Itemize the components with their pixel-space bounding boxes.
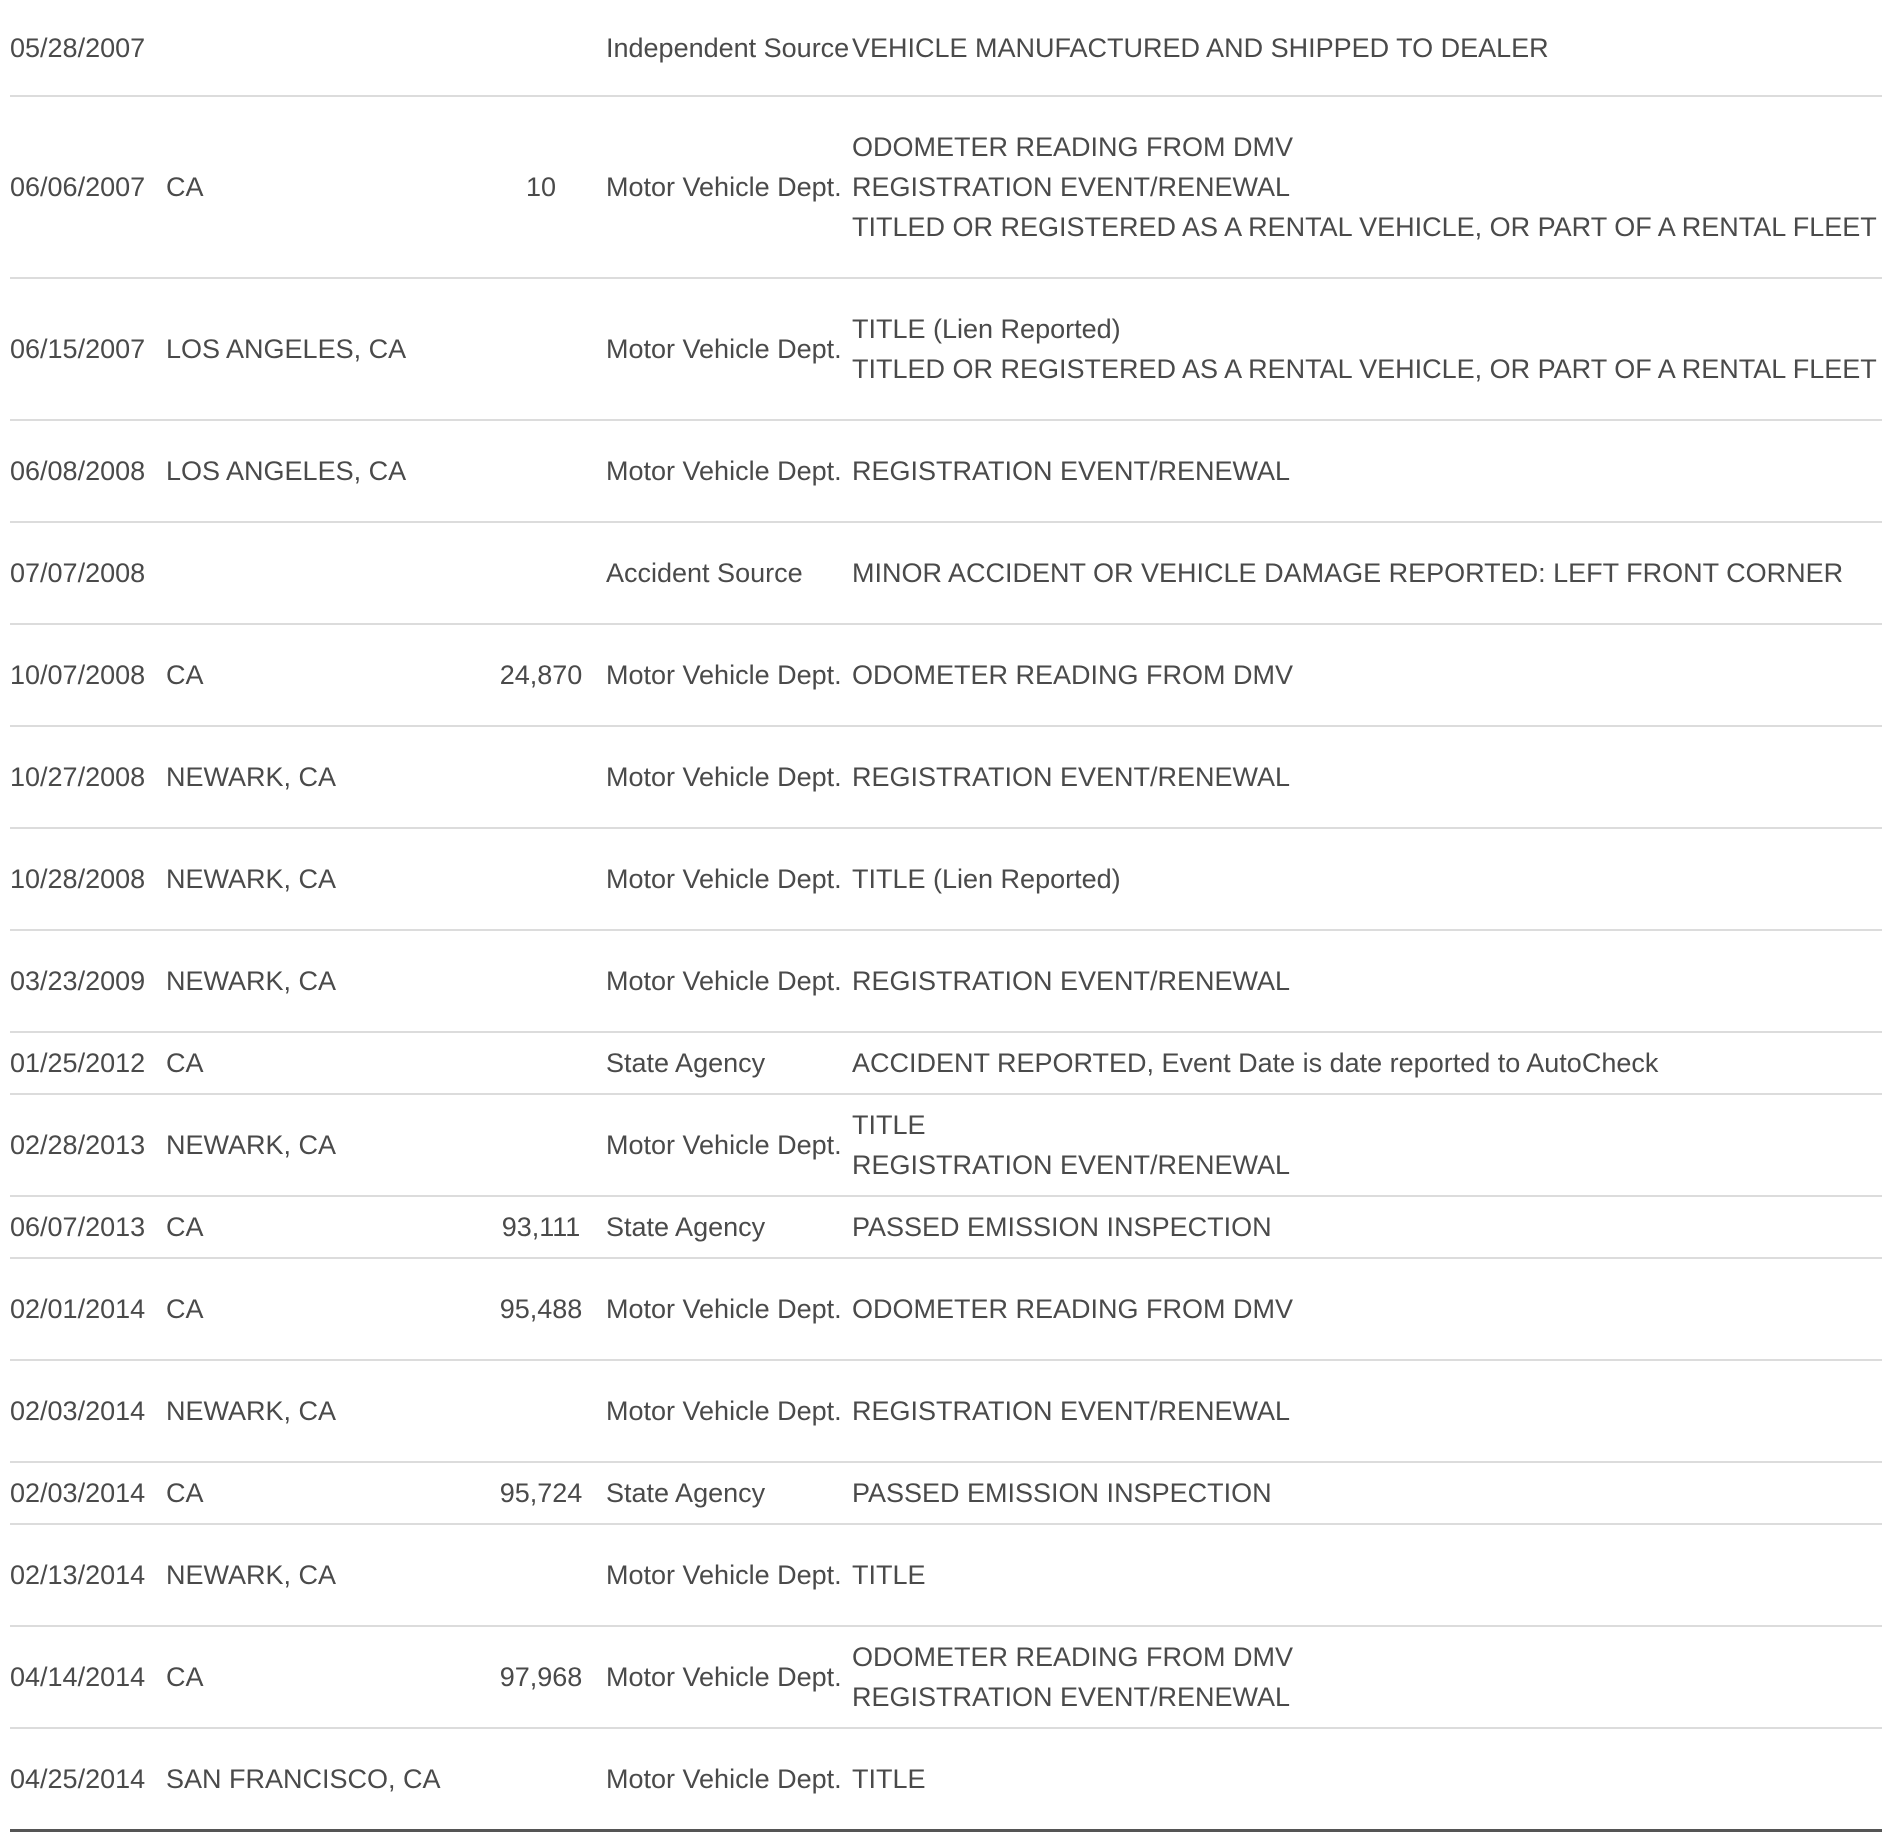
odometer-reading [476,930,606,1032]
event-location: NEWARK, CA [166,930,476,1032]
event-details [852,1728,1882,1831]
event-detail-line: ODOMETER READING FROM DMV [852,1642,1294,1672]
event-detail-line: TITLE [852,1764,926,1794]
data-source: Motor Vehicle Dept. [606,1360,852,1462]
event-detail-line: REGISTRATION EVENT/RENEWAL [852,966,1291,996]
event-details [852,624,1882,726]
event-details [852,420,1882,522]
data-source: Motor Vehicle Dept. [606,930,852,1032]
event-details [852,828,1882,930]
event-location: LOS ANGELES, CA [166,420,476,522]
event-details [852,1626,1882,1728]
data-source: Independent Source [606,0,852,96]
data-source: Motor Vehicle Dept. [606,1524,852,1626]
odometer-reading [476,278,606,420]
data-source: State Agency [606,1032,852,1094]
event-detail-line: MINOR ACCIDENT OR VEHICLE DAMAGE REPORTED: LEFT FRONT CORNER [852,558,1844,588]
data-source: Motor Vehicle Dept. [606,96,852,278]
event-detail-line: REGISTRATION EVENT/RENEWAL [852,172,1291,202]
event-detail-line: REGISTRATION EVENT/RENEWAL [852,1396,1291,1426]
event-details [852,278,1882,420]
event-location: NEWARK, CA [166,828,476,930]
event-location: CA [166,1196,476,1258]
event-detail-line: REGISTRATION EVENT/RENEWAL [852,456,1291,486]
event-detail-line: TITLE [852,1560,926,1590]
event-location: NEWARK, CA [166,1360,476,1462]
event-detail-line: ODOMETER READING FROM DMV [852,132,1294,162]
event-details [852,726,1882,828]
history-row [10,1728,1882,1831]
event-details [852,1094,1882,1196]
event-detail-line: REGISTRATION EVENT/RENEWAL [852,762,1291,792]
event-date: 01/25/2012 [10,1032,166,1094]
event-date: 10/28/2008 [10,828,166,930]
event-location: CA [166,96,476,278]
event-location: NEWARK, CA [166,1524,476,1626]
history-row [10,420,1882,522]
data-source: State Agency [606,1462,852,1524]
event-detail-line: TITLE (Lien Reported) [852,864,1121,894]
data-source: State Agency [606,1196,852,1258]
vehicle-history-table [10,0,1882,1832]
odometer-reading [476,1360,606,1462]
event-location: CA [166,1258,476,1360]
event-date: 02/03/2014 [10,1462,166,1524]
event-detail-line: TITLE (Lien Reported) [852,314,1121,344]
odometer-reading [476,726,606,828]
data-source: Motor Vehicle Dept. [606,420,852,522]
history-row [10,1196,1882,1258]
event-detail-line: PASSED EMISSION INSPECTION [852,1212,1272,1242]
event-date: 06/08/2008 [10,420,166,522]
history-row [10,828,1882,930]
event-location: NEWARK, CA [166,726,476,828]
event-location: SAN FRANCISCO, CA [166,1728,476,1831]
event-location [166,522,476,624]
odometer-reading [476,420,606,522]
vehicle-history-container [10,0,1882,1832]
event-date: 07/07/2008 [10,522,166,624]
history-row [10,1524,1882,1626]
data-source: Motor Vehicle Dept. [606,278,852,420]
event-date: 10/27/2008 [10,726,166,828]
history-row [10,930,1882,1032]
event-date: 03/23/2009 [10,930,166,1032]
odometer-reading [476,0,606,96]
odometer-reading: 24,870 [476,624,606,726]
event-details [852,0,1882,96]
odometer-reading: 95,488 [476,1258,606,1360]
event-details [852,96,1882,278]
event-location: NEWARK, CA [166,1094,476,1196]
event-details [852,1032,1882,1094]
history-row [10,624,1882,726]
event-location: CA [166,1462,476,1524]
event-details [852,1462,1882,1524]
event-detail-line: TITLED OR REGISTERED AS A RENTAL VEHICLE, OR PART OF A RENTAL FLEET [852,212,1877,242]
odometer-reading: 95,724 [476,1462,606,1524]
odometer-reading: 93,111 [476,1196,606,1258]
event-date: 05/28/2007 [10,0,166,96]
event-detail-line: REGISTRATION EVENT/RENEWAL [852,1150,1291,1180]
data-source: Motor Vehicle Dept. [606,1626,852,1728]
event-date: 04/25/2014 [10,1728,166,1831]
event-location [166,0,476,96]
history-row [10,278,1882,420]
event-detail-line: REGISTRATION EVENT/RENEWAL [852,1682,1291,1712]
event-date: 10/07/2008 [10,624,166,726]
event-date: 02/03/2014 [10,1360,166,1462]
data-source: Motor Vehicle Dept. [606,726,852,828]
event-date: 02/13/2014 [10,1524,166,1626]
history-row [10,1258,1882,1360]
data-source: Motor Vehicle Dept. [606,828,852,930]
event-date: 02/28/2013 [10,1094,166,1196]
event-detail-line: ODOMETER READING FROM DMV [852,660,1294,690]
event-detail-line: TITLE [852,1110,926,1140]
odometer-reading [476,1032,606,1094]
odometer-reading: 97,968 [476,1626,606,1728]
history-row [10,1360,1882,1462]
event-detail-line: ACCIDENT REPORTED, Event Date is date reported to AutoCheck [852,1048,1659,1078]
odometer-reading [476,1094,606,1196]
event-location: CA [166,1032,476,1094]
history-row [10,522,1882,624]
event-detail-line: PASSED EMISSION INSPECTION [852,1478,1272,1508]
odometer-reading [476,1524,606,1626]
event-details [852,1524,1882,1626]
event-location: CA [166,1626,476,1728]
event-date: 02/01/2014 [10,1258,166,1360]
history-row [10,96,1882,278]
data-source: Motor Vehicle Dept. [606,1728,852,1831]
data-source: Motor Vehicle Dept. [606,1094,852,1196]
event-details [852,930,1882,1032]
event-detail-line: VEHICLE MANUFACTURED AND SHIPPED TO DEALER [852,32,1549,63]
data-source: Accident Source [606,522,852,624]
history-row [10,726,1882,828]
odometer-reading [476,1728,606,1831]
history-row [10,1626,1882,1728]
odometer-reading: 10 [476,96,606,278]
data-source: Motor Vehicle Dept. [606,1258,852,1360]
odometer-reading [476,522,606,624]
data-source: Motor Vehicle Dept. [606,624,852,726]
event-date: 04/14/2014 [10,1626,166,1728]
event-date: 06/15/2007 [10,278,166,420]
event-details [852,1258,1882,1360]
event-detail-line: ODOMETER READING FROM DMV [852,1294,1294,1324]
history-row [10,1094,1882,1196]
event-date: 06/07/2013 [10,1196,166,1258]
event-location: LOS ANGELES, CA [166,278,476,420]
history-row [10,1462,1882,1524]
event-location: CA [166,624,476,726]
odometer-reading [476,828,606,930]
event-date: 06/06/2007 [10,96,166,278]
event-detail-line: TITLED OR REGISTERED AS A RENTAL VEHICLE, OR PART OF A RENTAL FLEET [852,354,1877,384]
event-details [852,522,1882,624]
history-row [10,0,1882,96]
event-details [852,1196,1882,1258]
history-row [10,1032,1882,1094]
event-details [852,1360,1882,1462]
